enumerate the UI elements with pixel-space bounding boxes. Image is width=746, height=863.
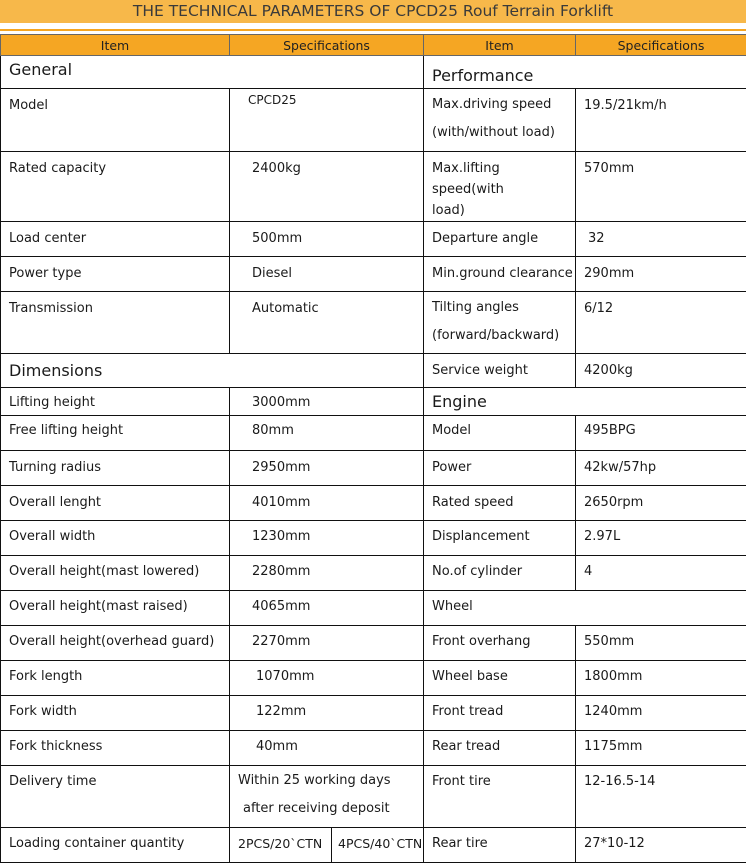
table-row xyxy=(1,56,746,89)
param-value: 19.5/21km/h xyxy=(576,89,746,152)
param-value: 2.97L xyxy=(576,521,746,556)
table-row xyxy=(1,766,746,828)
param-value: 2280mm xyxy=(230,556,424,591)
param-label: Overall lenght xyxy=(1,486,230,521)
param-value: 4065mm xyxy=(230,591,424,626)
table-row xyxy=(1,521,746,556)
section-performance: Performance xyxy=(424,56,746,89)
label-line: Max.lifting speed(with xyxy=(432,158,575,200)
param-value: Diesel xyxy=(230,257,424,292)
param-label: Overall height(mast lowered) xyxy=(1,556,230,591)
param-value: 4PCS/40`CTN xyxy=(332,828,424,863)
table-row xyxy=(1,388,746,416)
param-label: Front tread xyxy=(424,696,576,731)
param-value: 40mm xyxy=(230,731,424,766)
header-item: Item xyxy=(1,35,230,56)
table-row xyxy=(1,257,746,292)
header-spec: Specifications xyxy=(230,35,424,56)
table-row xyxy=(1,661,746,696)
param-label: No.of cylinder xyxy=(424,556,576,591)
param-label: Rated capacity xyxy=(1,152,230,222)
param-value: 4010mm xyxy=(230,486,424,521)
param-value: 2650rpm xyxy=(576,486,746,521)
param-value: 2PCS/20`CTN xyxy=(230,828,332,863)
param-label: Delivery time xyxy=(1,766,230,828)
param-value: 2400kg xyxy=(230,152,424,222)
param-value: 42kw/57hp xyxy=(576,451,746,486)
value-line: after receiving deposit xyxy=(238,795,423,823)
param-label: Overall height(mast raised) xyxy=(1,591,230,626)
table-row xyxy=(1,696,746,731)
param-value: 550mm xyxy=(576,626,746,661)
page-title: THE TECHNICAL PARAMETERS OF CPCD25 Rouf Terrain Forklift xyxy=(0,0,746,23)
label-line: (forward/backward) xyxy=(432,322,575,350)
param-label: Loading container quantity xyxy=(1,828,230,863)
param-value: 570mm xyxy=(576,152,746,222)
param-label: Power xyxy=(424,451,576,486)
table-row xyxy=(1,89,746,152)
param-value: 6/12 xyxy=(576,292,746,354)
param-value: 80mm xyxy=(230,416,424,451)
param-value: 122mm xyxy=(230,696,424,731)
section-dimensions: Dimensions xyxy=(1,354,424,388)
param-label xyxy=(424,292,576,354)
table-row xyxy=(1,556,746,591)
param-value: CPCD25 xyxy=(230,89,424,152)
param-value: 1230mm xyxy=(230,521,424,556)
param-label: Rear tire xyxy=(424,828,576,863)
table-row xyxy=(1,486,746,521)
param-label: Service weight xyxy=(424,354,576,388)
section-wheel: Wheel xyxy=(424,591,746,626)
table-row xyxy=(1,152,746,222)
param-label: Fork length xyxy=(1,661,230,696)
param-value: 1070mm xyxy=(230,661,424,696)
table-row xyxy=(1,354,746,388)
param-value: 500mm xyxy=(230,222,424,257)
param-value: 32 xyxy=(576,222,746,257)
section-engine: Engine xyxy=(424,388,746,416)
param-label: Departure angle xyxy=(424,222,576,257)
param-value: 495BPG xyxy=(576,416,746,451)
spec-table xyxy=(0,34,746,863)
section-general: General xyxy=(1,56,424,89)
param-label: Rear tread xyxy=(424,731,576,766)
header-spec: Specifications xyxy=(576,35,746,56)
param-label: Lifting height xyxy=(1,388,230,416)
param-label: Power type xyxy=(1,257,230,292)
param-value: 3000mm xyxy=(230,388,424,416)
param-value: 2270mm xyxy=(230,626,424,661)
table-row xyxy=(1,451,746,486)
header-item: Item xyxy=(424,35,576,56)
param-value: 12-16.5-14 xyxy=(576,766,746,828)
param-value: 1175mm xyxy=(576,731,746,766)
param-value: 290mm xyxy=(576,257,746,292)
param-label: Front overhang xyxy=(424,626,576,661)
param-label xyxy=(424,89,576,152)
param-value: 2950mm xyxy=(230,451,424,486)
param-label: Wheel base xyxy=(424,661,576,696)
table-row xyxy=(1,731,746,766)
label-line: Tilting angles xyxy=(432,294,575,322)
value-line: Within 25 working days xyxy=(238,767,423,795)
table-header xyxy=(1,35,746,56)
label-line: Max.driving speed xyxy=(432,91,575,119)
table-row xyxy=(1,828,746,863)
param-value: Automatic xyxy=(230,292,424,354)
param-label: Min.ground clearance xyxy=(424,257,576,292)
param-label xyxy=(424,152,576,222)
param-value: 4200kg xyxy=(576,354,746,388)
label-line: load) xyxy=(432,200,575,221)
param-label: Transmission xyxy=(1,292,230,354)
param-label: Overall height(overhead guard) xyxy=(1,626,230,661)
param-label: Load center xyxy=(1,222,230,257)
param-label: Overall width xyxy=(1,521,230,556)
param-value: 1240mm xyxy=(576,696,746,731)
param-value: 4 xyxy=(576,556,746,591)
param-label: Rated speed xyxy=(424,486,576,521)
param-label: Displancement xyxy=(424,521,576,556)
param-value: 27*10-12 xyxy=(576,828,746,863)
param-label: Model xyxy=(424,416,576,451)
param-value xyxy=(230,766,424,828)
param-label: Fork width xyxy=(1,696,230,731)
table-row xyxy=(1,416,746,451)
table-row xyxy=(1,222,746,257)
label-line: (with/without load) xyxy=(432,119,575,147)
param-label: Turning radius xyxy=(1,451,230,486)
param-label: Front tire xyxy=(424,766,576,828)
param-label: Free lifting height xyxy=(1,416,230,451)
param-value: 1800mm xyxy=(576,661,746,696)
param-label: Fork thickness xyxy=(1,731,230,766)
param-label: Model xyxy=(1,89,230,152)
table-row xyxy=(1,591,746,626)
table-row xyxy=(1,626,746,661)
table-row xyxy=(1,292,746,354)
